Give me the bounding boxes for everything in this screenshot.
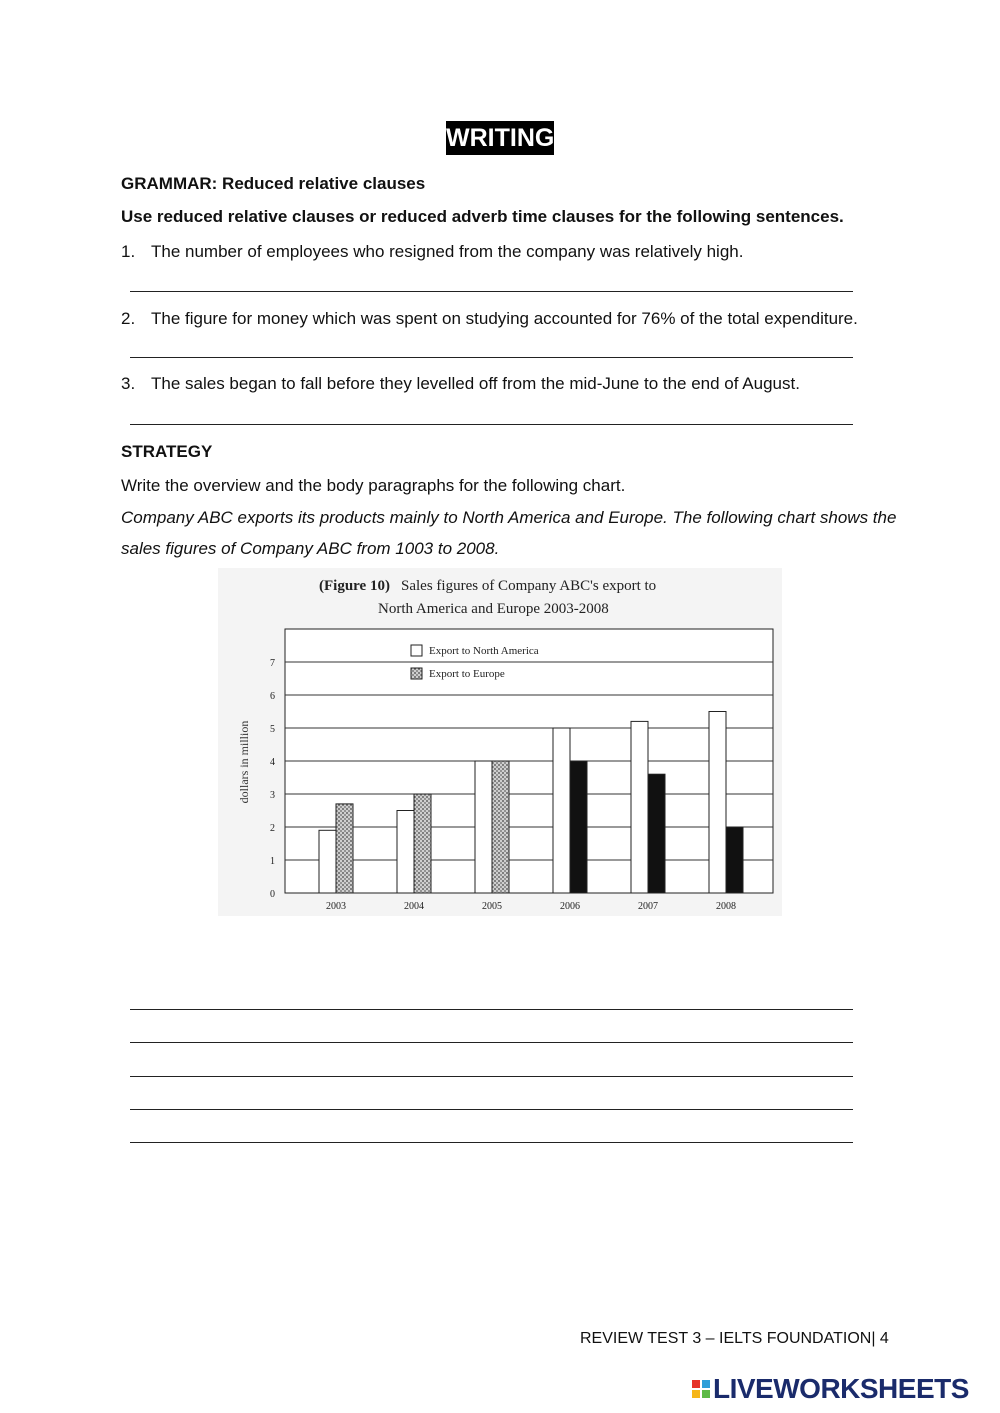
chart-title-line-2: North America and Europe 2003-2008 <box>378 601 609 617</box>
bar-europe <box>648 774 665 893</box>
x-tick-label: 2006 <box>560 901 580 912</box>
answer-line-2[interactable] <box>130 357 853 358</box>
strategy-instruction: Write the overview and the body paragraphs for the following chart. <box>121 476 626 495</box>
y-tick-label: 4 <box>270 757 275 768</box>
bar-north-america <box>319 830 336 893</box>
chart-figure <box>218 568 782 916</box>
legend-swatch-north-america <box>411 645 422 656</box>
bar-europe <box>726 827 743 893</box>
bar-europe <box>414 794 431 893</box>
logo-icon <box>692 1380 710 1398</box>
strategy-title: STRATEGY <box>121 442 213 461</box>
writing-line-1[interactable] <box>130 1009 853 1010</box>
bar-north-america <box>475 761 492 893</box>
liveworksheets-logo[interactable] <box>692 1374 969 1404</box>
writing-line-5[interactable] <box>130 1142 853 1143</box>
question-2-text: The figure for money which was spent on studying accounted for 76% of the total expenditure. <box>151 309 858 328</box>
chart-title-line-1: Sales figures of Company ABC's export to <box>401 578 657 594</box>
y-tick-label: 0 <box>270 889 275 900</box>
legend-label-north-america: Export to North America <box>429 645 539 657</box>
strategy-context-line-2: sales figures of Company ABC from 1003 to 2008. <box>121 539 500 558</box>
legend-label-europe: Export to Europe <box>429 668 505 680</box>
y-tick-label: 7 <box>270 658 275 669</box>
writing-line-4[interactable] <box>130 1109 853 1110</box>
bar-north-america <box>553 728 570 893</box>
x-tick-label: 2004 <box>404 901 424 912</box>
x-tick-label: 2005 <box>482 901 502 912</box>
bar-europe <box>336 804 353 893</box>
x-tick-label: 2007 <box>638 901 658 912</box>
question-3-number: 3. <box>121 374 136 393</box>
y-tick-label: 1 <box>270 856 275 867</box>
y-tick-label: 3 <box>270 790 275 801</box>
bar-north-america <box>397 811 414 894</box>
x-tick-label: 2008 <box>716 901 736 912</box>
page-heading: WRITING <box>446 121 554 155</box>
question-1-number: 1. <box>121 242 136 261</box>
writing-line-3[interactable] <box>130 1076 853 1077</box>
chart-title-prefix: (Figure 10) <box>319 578 390 594</box>
bar-chart <box>218 568 782 916</box>
bar-europe <box>570 761 587 893</box>
x-tick-label: 2003 <box>326 901 346 912</box>
question-3-text: The sales began to fall before they levelled off from the mid-June to the end of August. <box>151 374 800 393</box>
writing-line-2[interactable] <box>130 1042 853 1043</box>
question-2-number: 2. <box>121 309 136 328</box>
answer-line-3[interactable] <box>130 424 853 425</box>
bar-north-america <box>709 712 726 894</box>
legend-swatch-europe <box>411 668 422 679</box>
y-tick-label: 2 <box>270 823 275 834</box>
bar-north-america <box>631 721 648 893</box>
logo-text: LIVEWORKSHEETS <box>713 1373 969 1404</box>
bar-europe <box>492 761 509 893</box>
y-tick-label: 5 <box>270 724 275 735</box>
grammar-instruction: Use reduced relative clauses or reduced adverb time clauses for the following sentences. <box>121 207 844 226</box>
y-axis-label: dollars in million <box>237 720 251 804</box>
strategy-context-line-1: Company ABC exports its products mainly to North America and Europe. The following chart shows the <box>121 508 897 527</box>
page-footer-label: REVIEW TEST 3 – IELTS FOUNDATION| 4 <box>580 1330 889 1347</box>
y-tick-label: 6 <box>270 691 275 702</box>
answer-line-1[interactable] <box>130 291 853 292</box>
grammar-title: GRAMMAR: Reduced relative clauses <box>121 174 426 193</box>
question-1-text: The number of employees who resigned from the company was relatively high. <box>151 242 744 261</box>
